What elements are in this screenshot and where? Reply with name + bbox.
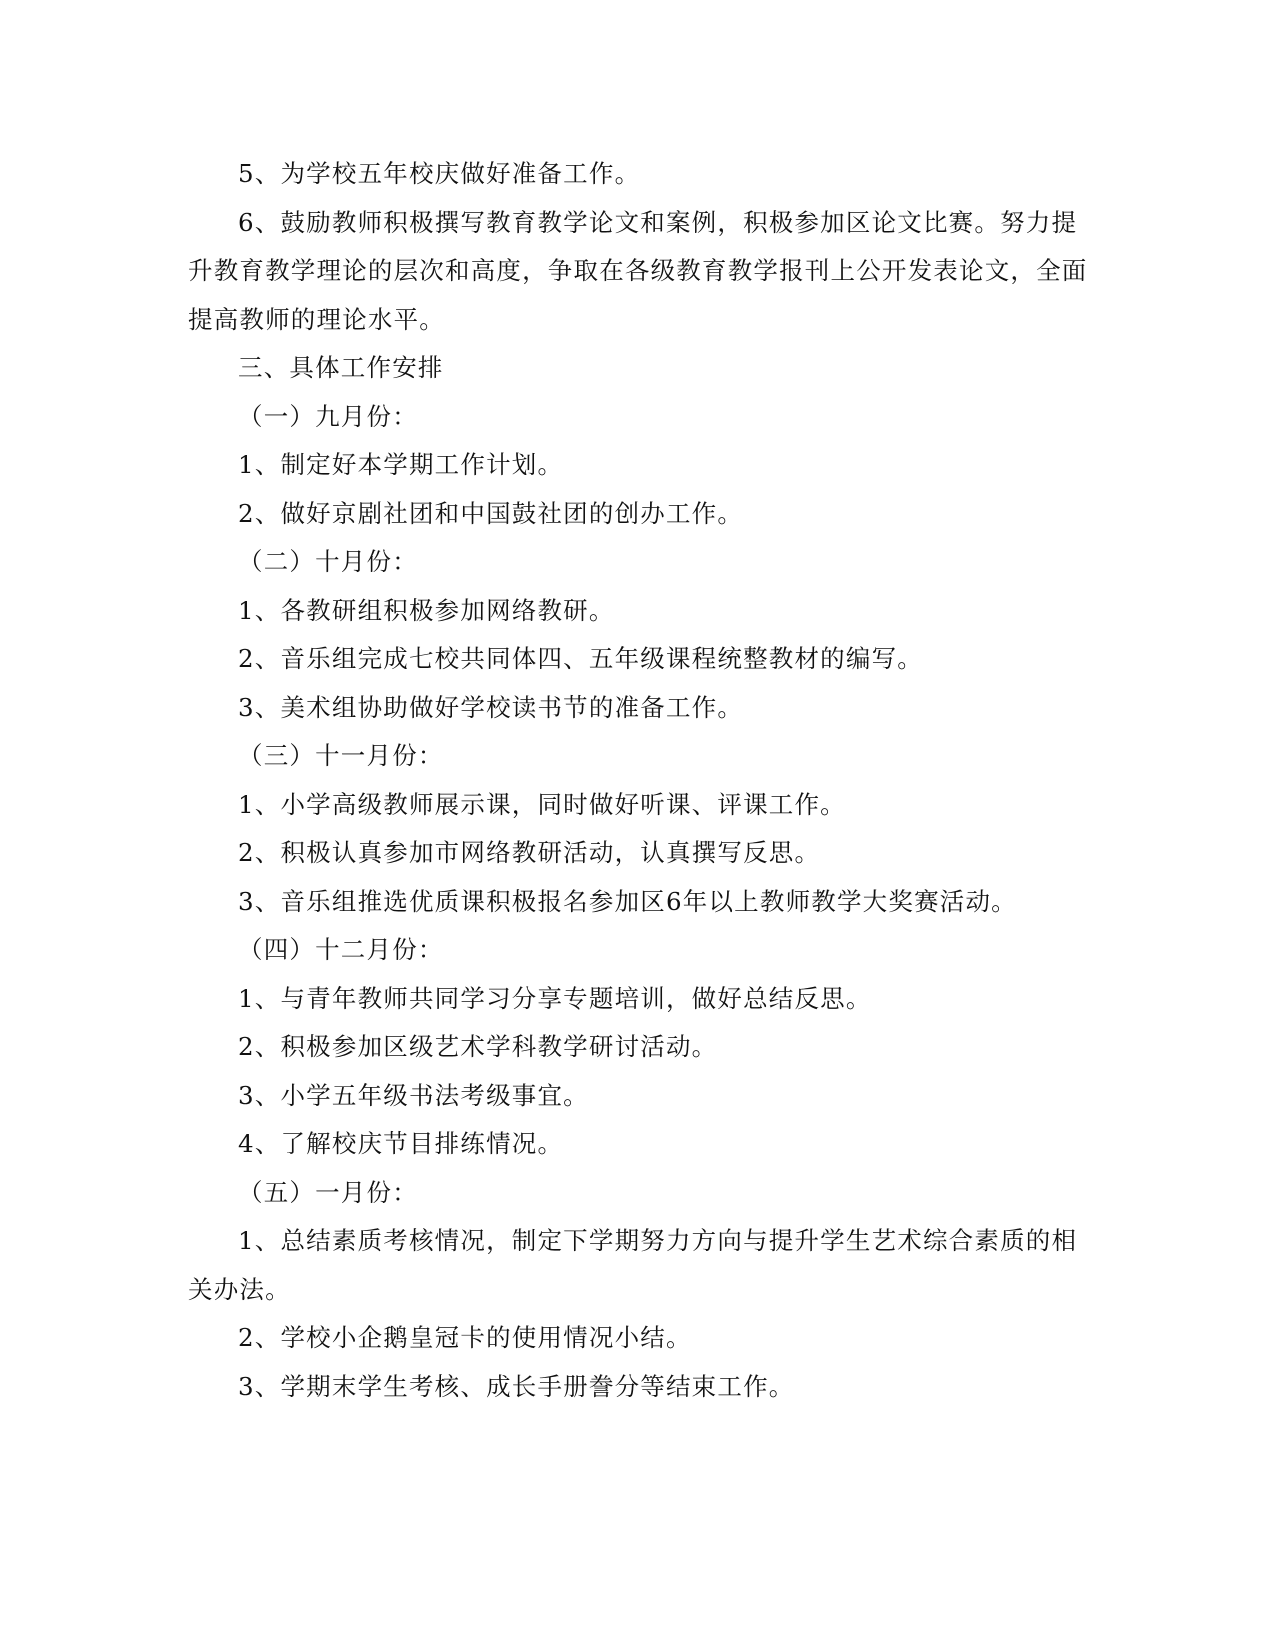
list-item: 1、各教研组积极参加网络教研。	[238, 595, 615, 625]
document-body	[188, 150, 1088, 1411]
list-item: 3、学期末学生考核、成长手册誊分等结束工作。	[238, 1371, 795, 1401]
list-item: 1、总结素质考核情况，制定下学期努力方向与提升学生艺术综合素质的相关办法。	[188, 1226, 1078, 1304]
list-item: 3、小学五年级书法考级事宜。	[238, 1080, 589, 1110]
paragraph-item-6-teacher-papers: 6、鼓励教师积极撰写教育教学论文和案例，积极参加区论文比赛。努力提升教育教学理论的层次和高度，争取在各级教育教学报刊上公开发表论文，全面提高教师的理论水平。	[188, 207, 1088, 334]
list-item: 2、积极认真参加市网络教研活动，认真撰写反思。	[238, 838, 821, 867]
list-item: 3、美术组协助做好学校读书节的准备工作。	[238, 692, 744, 722]
list-item: 1、与青年教师共同学习分享专题培训，做好总结反思。	[238, 983, 872, 1013]
list-item: 1、小学高级教师展示课，同时做好听课、评课工作。	[238, 789, 846, 819]
list-item: 2、学校小企鹅皇冠卡的使用情况小结。	[238, 1323, 692, 1352]
month-heading-october: （二）十月份：	[238, 547, 418, 576]
list-item: 2、音乐组完成七校共同体四、五年级课程统整教材的编写。	[238, 644, 923, 673]
section-heading-work-schedule: 三、具体工作安排	[238, 353, 444, 382]
paragraph-item-5-school-anniversary: 5、为学校五年校庆做好准备工作。	[238, 159, 641, 188]
list-item: 2、做好京剧社团和中国鼓社团的创办工作。	[238, 498, 744, 528]
list-item: 3、音乐组推选优质课积极报名参加区6年以上教师教学大奖赛活动。	[238, 886, 1017, 916]
list-item: 1、制定好本学期工作计划。	[238, 450, 564, 479]
month-heading-november: （三）十一月份：	[238, 741, 444, 770]
list-item: 2、积极参加区级艺术学科教学研讨活动。	[238, 1032, 718, 1061]
month-heading-january: （五）一月份：	[238, 1177, 418, 1207]
month-heading-september: （一）九月份：	[238, 401, 418, 431]
list-item: 4、了解校庆节目排练情况。	[238, 1129, 564, 1158]
month-heading-december: （四）十二月份：	[238, 935, 444, 964]
